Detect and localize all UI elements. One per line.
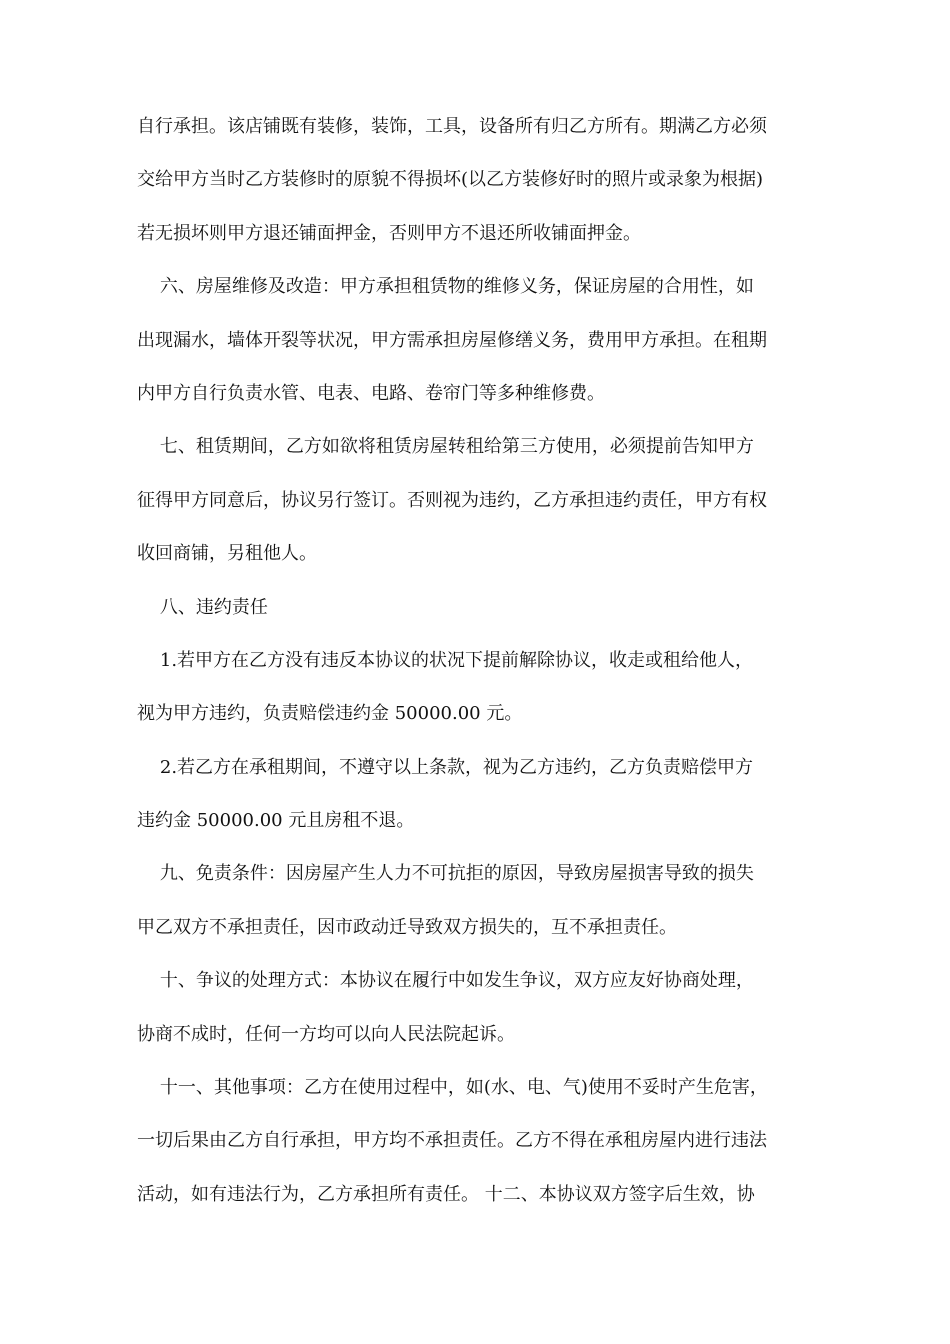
text-line: 违约金 50000.00 元且房租不退。 bbox=[137, 810, 415, 832]
text-line: 十、争议的处理方式：本协议在履行中如发生争议，双方应友好协商处理， bbox=[137, 970, 754, 992]
text-line: 若无损坏则甲方退还铺面押金，否则甲方不退还所收铺面押金。 bbox=[137, 222, 641, 244]
text-line: 出现漏水，墙体开裂等状况，甲方需承担房屋修缮义务，费用甲方承担。在租期 bbox=[137, 329, 767, 351]
text-line: 自行承担。该店铺既有装修，装饰，工具，设备所有归乙方所有。期满乙方必须 bbox=[137, 116, 767, 137]
text-line: 1.若甲方在乙方没有违反本协议的状况下提前解除协议，收走或租给他人， bbox=[137, 649, 754, 671]
text-line: 内甲方自行负责水管、电表、电路、卷帘门等多种维修费。 bbox=[137, 382, 605, 404]
text-line: 收回商铺，另租他人。 bbox=[137, 543, 317, 565]
text-line: 甲乙双方不承担责任，因市政动迁导致双方损失的，互不承担责任。 bbox=[137, 916, 677, 938]
document-body bbox=[137, 109, 817, 1230]
text-line: 征得甲方同意后，协议另行签订。否则视为违约，乙方承担违约责任，甲方有权 bbox=[137, 489, 767, 511]
text-line: 九、免责条件：因房屋产生人力不可抗拒的原因，导致房屋损害导致的损失 bbox=[137, 863, 754, 885]
text-line: 一切后果由乙方自行承担，甲方均不承担责任。乙方不得在承租房屋内进行违法 bbox=[137, 1130, 767, 1152]
text-line: 六、房屋维修及改造：甲方承担租赁物的维修义务，保证房屋的合用性，如 bbox=[137, 276, 754, 298]
text-line: 七、租赁期间，乙方如欲将租赁房屋转租给第三方使用，必须提前告知甲方 bbox=[137, 436, 754, 458]
text-line: 活动，如有违法行为，乙方承担所有责任。 十二、本协议双方签字后生效，协 bbox=[137, 1183, 755, 1205]
text-line: 交给甲方当时乙方装修时的原貌不得损坏(以乙方装修好时的照片或录象为根据) bbox=[137, 169, 764, 191]
text-line: 协商不成时，任何一方均可以向人民法院起诉。 bbox=[137, 1023, 515, 1045]
text-line: 2.若乙方在承租期间，不遵守以上条款，视为乙方违约，乙方负责赔偿甲方 bbox=[137, 756, 754, 778]
text-line: 十一、其他事项：乙方在使用过程中，如(水、电、气)使用不妥时产生危害， bbox=[137, 1077, 768, 1099]
text-line: 视为甲方违约，负责赔偿违约金 50000.00 元。 bbox=[137, 703, 523, 725]
text-line: 八、违约责任 bbox=[137, 596, 268, 618]
